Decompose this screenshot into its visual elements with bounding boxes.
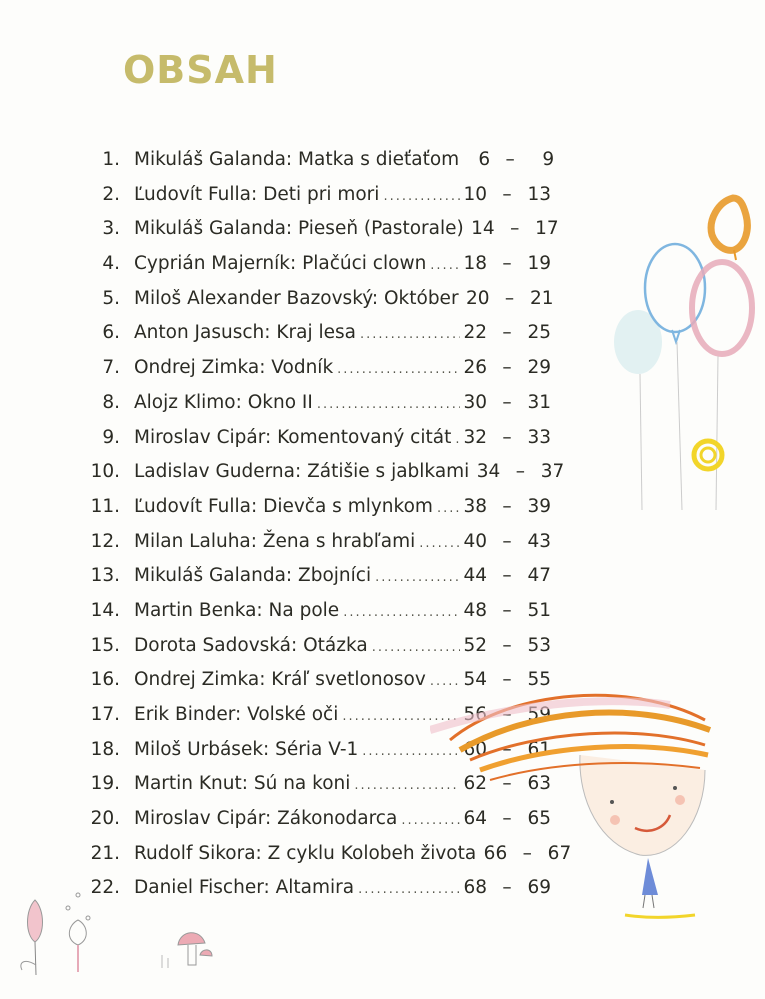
- page-range: [463, 629, 551, 663]
- entry-title: Ľudovít Fulla: Deti pri mori: [134, 183, 380, 205]
- page-start: 26: [463, 357, 487, 379]
- page-end: 17: [535, 218, 559, 240]
- page-end: 53: [527, 634, 551, 656]
- page-start: 62: [463, 773, 487, 795]
- page-end: 69: [527, 877, 551, 899]
- range-dash: –: [502, 704, 512, 725]
- page-range: [466, 143, 554, 177]
- page-start: 52: [463, 634, 487, 656]
- toc-entry: [86, 421, 551, 456]
- balloons-illustration: [600, 180, 765, 510]
- range-dash: –: [502, 877, 512, 899]
- page-start: 20: [466, 287, 490, 309]
- entry-title: Miroslav Cipár: Zákonodarca: [134, 808, 398, 830]
- dot-leader: [343, 596, 460, 630]
- entry-number: 19.: [90, 773, 120, 795]
- toc-entry: [86, 282, 554, 317]
- page-end: 65: [527, 808, 551, 830]
- entry-title: Ondrej Zimka: Vodník: [134, 357, 334, 379]
- page-start: 32: [463, 426, 487, 448]
- page-end: 43: [527, 530, 551, 552]
- entry-title: Mikuláš Galanda: Matka s dieťaťom: [134, 149, 460, 170]
- entry-number: 17.: [90, 704, 120, 725]
- entry-title: Alojz Klimo: Okno II: [134, 391, 313, 413]
- dot-leader: [360, 318, 460, 352]
- page-start: 68: [463, 877, 487, 899]
- range-dash: –: [502, 357, 512, 379]
- range-dash: –: [502, 565, 512, 587]
- entry-title: Mikuláš Galanda: Pieseň (Pastorale): [134, 218, 464, 240]
- page-end: 31: [527, 391, 551, 413]
- page-start: 18: [463, 253, 487, 275]
- page-end: 25: [527, 322, 551, 344]
- flowers-mushrooms-illustration: [0, 880, 260, 999]
- toc-entry: [86, 455, 565, 490]
- entry-number: 16.: [90, 669, 120, 691]
- toc-entry: [86, 247, 551, 282]
- entry-title: Miloš Urbásek: Séria V-1: [134, 738, 359, 760]
- dot-leader: [437, 492, 460, 526]
- page-end: 59: [527, 704, 551, 725]
- range-dash: –: [522, 842, 532, 864]
- page-end: 19: [527, 253, 551, 275]
- toc-entry: [86, 525, 551, 560]
- range-dash: –: [502, 183, 512, 205]
- entry-number: 18.: [90, 738, 120, 760]
- entry-title: Rudolf Sikora: Z cyklu Kolobeh života: [134, 842, 477, 864]
- entry-number: 21.: [90, 842, 120, 864]
- range-dash: –: [505, 149, 515, 170]
- entry-number: 10.: [90, 461, 120, 483]
- entry-number: 1.: [102, 149, 120, 170]
- page-start: 56: [463, 704, 487, 725]
- entry-title: Cyprián Majerník: Plačúci clown: [134, 253, 427, 275]
- page-end: 55: [527, 669, 551, 691]
- range-dash: –: [502, 808, 512, 830]
- entry-number: 20.: [90, 808, 120, 830]
- dot-leader: [455, 423, 460, 457]
- toc-entry: [86, 178, 551, 213]
- page-start: 44: [463, 565, 487, 587]
- toc-entry: [86, 594, 551, 629]
- page-start: 48: [463, 599, 487, 621]
- toc-entry: [86, 316, 551, 351]
- entry-title: Miroslav Cipár: Komentovaný citát: [134, 426, 452, 448]
- page-start: 6: [478, 149, 491, 170]
- range-dash: –: [502, 495, 512, 517]
- entry-title: Ľudovít Fulla: Dievča s mlynkom: [134, 495, 433, 517]
- page-range: [463, 247, 551, 281]
- page-end: 13: [527, 183, 551, 205]
- page-start: 40: [463, 530, 487, 552]
- dot-leader: [430, 249, 460, 283]
- page-end: 21: [530, 287, 554, 309]
- page-end: 47: [527, 565, 551, 587]
- toc-entry: [86, 351, 551, 386]
- entry-number: 11.: [90, 495, 120, 517]
- page-start: 64: [463, 808, 487, 830]
- dot-leader: [375, 561, 460, 595]
- page-range: [471, 212, 559, 246]
- page-start: 30: [463, 391, 487, 413]
- entry-number: 6.: [102, 322, 120, 344]
- page-range: [463, 559, 551, 593]
- page-end: 61: [527, 738, 551, 760]
- entry-number: 9.: [102, 426, 120, 448]
- entry-number: 5.: [102, 287, 120, 309]
- range-dash: –: [502, 773, 512, 795]
- page-end: 29: [527, 357, 551, 379]
- range-dash: –: [515, 461, 525, 483]
- entry-title: Erik Binder: Volské oči: [134, 704, 339, 725]
- entry-number: 4.: [102, 253, 120, 275]
- entry-number: 14.: [90, 599, 120, 621]
- page-range: [463, 178, 551, 212]
- toc-entry: [86, 559, 551, 594]
- toc-entry: [86, 629, 551, 664]
- page-start: 38: [463, 495, 487, 517]
- entry-number: 13.: [90, 565, 120, 587]
- page-end: 33: [527, 426, 551, 448]
- entry-title: Ondrej Zimka: Kráľ svetlonosov: [134, 669, 426, 691]
- page-end: 9: [542, 149, 555, 170]
- entry-number: 12.: [90, 530, 120, 552]
- page-range: [463, 490, 551, 524]
- entry-title: Miloš Alexander Bazovský: Október: [134, 287, 459, 309]
- entry-title: Daniel Fischer: Altamira: [134, 877, 355, 899]
- entry-number: 15.: [90, 634, 120, 656]
- range-dash: –: [502, 669, 512, 691]
- dot-leader: [317, 388, 460, 422]
- toc-entry: [86, 143, 555, 178]
- page-start: 22: [463, 322, 487, 344]
- page-title: OBSAH: [123, 48, 278, 92]
- entry-title: Mikuláš Galanda: Zbojníci: [134, 565, 372, 587]
- dot-leader: [337, 353, 460, 387]
- page-range: [463, 421, 551, 455]
- toc-entry: [86, 490, 551, 525]
- entry-number: 8.: [102, 391, 120, 413]
- page-start: 54: [463, 669, 487, 691]
- page-range: [463, 594, 551, 628]
- toc-entry: [86, 212, 559, 247]
- range-dash: –: [502, 599, 512, 621]
- entry-title: Martin Knut: Sú na koni: [134, 773, 351, 795]
- page-start: 34: [476, 461, 501, 483]
- page-end: 67: [547, 842, 572, 864]
- range-dash: –: [502, 253, 512, 275]
- entry-title: Milan Laluha: Žena s hrabľami: [134, 530, 416, 552]
- page-end: 63: [527, 773, 551, 795]
- child-illustration: [430, 660, 765, 930]
- range-dash: –: [502, 426, 512, 448]
- page-start: 14: [471, 218, 495, 240]
- toc-entry: [86, 386, 551, 421]
- page-end: 37: [540, 461, 565, 483]
- page-range: [463, 351, 551, 385]
- range-dash: –: [502, 322, 512, 344]
- page-end: 39: [527, 495, 551, 517]
- entry-title: Dorota Sadovská: Otázka: [134, 634, 368, 656]
- page-start: 66: [483, 842, 508, 864]
- entry-title: Ladislav Guderna: Zátišie s jablkami: [134, 461, 470, 483]
- entry-number: 3.: [102, 218, 120, 240]
- range-dash: –: [502, 391, 512, 413]
- range-dash: –: [510, 218, 520, 240]
- range-dash: –: [502, 738, 512, 760]
- range-dash: –: [502, 634, 512, 656]
- page-start: 10: [463, 183, 487, 205]
- page-range: [463, 386, 551, 420]
- entry-number: 22.: [90, 877, 120, 899]
- page-range: [463, 525, 551, 559]
- page-range: [463, 316, 551, 350]
- dot-leader: [383, 180, 460, 214]
- entry-number: 2.: [102, 183, 120, 205]
- page-range: [466, 282, 554, 316]
- entry-title: Martin Benka: Na pole: [134, 599, 340, 621]
- page-range: [476, 455, 564, 489]
- dot-leader: [419, 527, 460, 561]
- page-start: 60: [463, 738, 487, 760]
- entry-number: 7.: [102, 357, 120, 379]
- range-dash: –: [502, 530, 512, 552]
- range-dash: –: [504, 287, 515, 309]
- entry-title: Anton Jasusch: Kraj lesa: [134, 322, 356, 344]
- page-end: 51: [527, 599, 551, 621]
